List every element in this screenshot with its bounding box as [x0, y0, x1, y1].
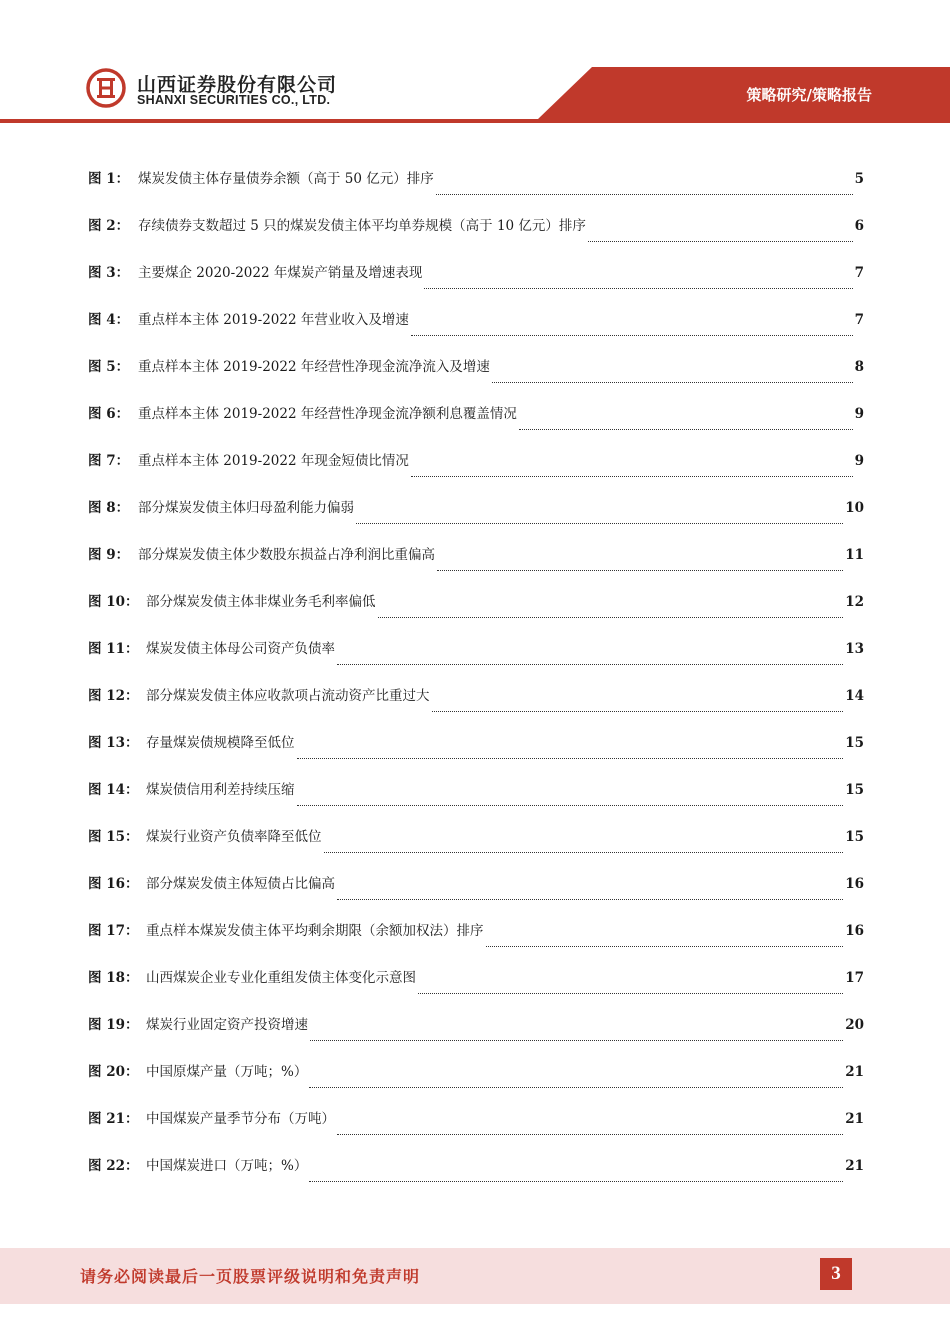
toc-leader-dots: [436, 184, 853, 195]
toc-entry[interactable]: [88, 731, 864, 778]
toc-entry-page: 21: [845, 1158, 864, 1174]
toc-entry-title: 存续债券支数超过 5 只的煤炭发债主体平均单券规模（高于 10 亿元）排序: [138, 218, 586, 234]
toc-entry-title: 部分煤炭发债主体归母盈利能力偏弱: [138, 500, 354, 516]
toc-entry-title: 中国煤炭产量季节分布（万吨）: [146, 1111, 335, 1127]
toc-entry[interactable]: [88, 1107, 864, 1154]
toc-entry[interactable]: [88, 402, 864, 449]
toc-leader-dots: [337, 889, 843, 900]
toc-leader-dots: [309, 1171, 843, 1182]
toc-entry-label: 图 10：: [88, 594, 139, 610]
toc-entry[interactable]: [88, 590, 864, 637]
toc-entry-title: 中国煤炭进口（万吨；%）: [146, 1158, 308, 1174]
toc-entry[interactable]: [88, 167, 864, 214]
toc-leader-dots: [337, 1124, 843, 1135]
toc-entry-label: 图 20：: [88, 1064, 139, 1080]
toc-entry-label: 图 17：: [88, 923, 139, 939]
toc-leader-dots: [324, 842, 844, 853]
company-name-cn: 山西证券股份有限公司: [137, 74, 338, 96]
toc-entry-title: 山西煤炭企业专业化重组发债主体变化示意图: [146, 970, 416, 986]
toc-leader-dots: [297, 795, 844, 806]
disclaimer-text: 请务必阅读最后一页股票评级说明和免责声明: [80, 1267, 421, 1286]
toc-entry[interactable]: [88, 1013, 864, 1060]
toc-entry-label: 图 13：: [88, 735, 139, 751]
toc-entry-page: 16: [845, 876, 864, 892]
toc-entry-label: 图 8：: [88, 500, 130, 516]
toc-leader-dots: [492, 372, 853, 383]
toc-entry-page: 9: [854, 453, 864, 469]
toc-entry[interactable]: [88, 496, 864, 543]
toc-entry-label: 图 1：: [88, 171, 130, 187]
header-divider: [0, 119, 950, 123]
toc-entry-page: 15: [845, 782, 864, 798]
toc-entry-title: 主要煤企 2020-2022 年煤炭产销量及增速表现: [138, 265, 423, 281]
toc-entry-label: 图 15：: [88, 829, 139, 845]
toc-entry-label: 图 22：: [88, 1158, 139, 1174]
toc-entry-title: 重点样本主体 2019-2022 年现金短债比情况: [138, 453, 409, 469]
toc-entry-page: 16: [845, 923, 864, 939]
toc-leader-dots: [310, 1030, 843, 1041]
toc-entry-title: 煤炭行业资产负债率降至低位: [146, 829, 322, 845]
toc-leader-dots: [378, 607, 844, 618]
toc-leader-dots: [309, 1077, 843, 1088]
toc-entry-page: 21: [845, 1111, 864, 1127]
toc-entry-title: 重点样本煤炭发债主体平均剩余期限（余额加权法）排序: [146, 923, 484, 939]
toc-entry[interactable]: [88, 919, 864, 966]
toc-entry-label: 图 9：: [88, 547, 130, 563]
toc-leader-dots: [588, 231, 853, 242]
company-name-en: SHANXI SECURITIES CO., LTD.: [137, 93, 331, 107]
toc-entry[interactable]: [88, 872, 864, 919]
toc-entry-label: 图 3：: [88, 265, 130, 281]
header-banner: [538, 67, 950, 119]
toc-entry-page: 7: [854, 265, 864, 281]
toc-leader-dots: [337, 654, 843, 665]
toc-leader-dots: [424, 278, 852, 289]
toc-entry[interactable]: [88, 825, 864, 872]
toc-entry[interactable]: [88, 1060, 864, 1107]
toc-entry-page: 21: [845, 1064, 864, 1080]
toc-entry-page: 17: [845, 970, 864, 986]
toc-entry-page: 7: [854, 312, 864, 328]
toc-entry-label: 图 12：: [88, 688, 139, 704]
toc-entry[interactable]: [88, 543, 864, 590]
toc-entry-title: 中国原煤产量（万吨；%）: [146, 1064, 308, 1080]
toc-leader-dots: [486, 936, 844, 947]
toc-entry-title: 煤炭发债主体存量债券余额（高于 50 亿元）排序: [138, 171, 434, 187]
toc-entry-label: 图 21：: [88, 1111, 139, 1127]
toc-entry-label: 图 19：: [88, 1017, 139, 1033]
toc-entry-page: 9: [854, 406, 864, 422]
toc-entry-page: 11: [845, 547, 864, 563]
toc-entry-label: 图 4：: [88, 312, 130, 328]
toc-entry[interactable]: [88, 637, 864, 684]
toc-entry-label: 图 7：: [88, 453, 130, 469]
toc-entry-page: 14: [845, 688, 864, 704]
toc-entry-page: 15: [845, 735, 864, 751]
toc-entry-title: 煤炭债信用利差持续压缩: [146, 782, 295, 798]
toc-entry-page: 20: [845, 1017, 864, 1033]
toc-entry-title: 重点样本主体 2019-2022 年经营性净现金流净流入及增速: [138, 359, 490, 375]
toc-entry[interactable]: [88, 778, 864, 825]
toc-leader-dots: [356, 513, 843, 524]
toc-entry[interactable]: [88, 449, 864, 496]
toc-entry-page: 5: [854, 171, 864, 187]
toc-leader-dots: [418, 983, 843, 994]
toc-entry[interactable]: [88, 308, 864, 355]
toc-entry-label: 图 18：: [88, 970, 139, 986]
toc-entry-title: 煤炭发债主体母公司资产负债率: [146, 641, 335, 657]
toc-entry-label: 图 2：: [88, 218, 130, 234]
toc-entry-label: 图 16：: [88, 876, 139, 892]
toc-entry-page: 8: [854, 359, 864, 375]
toc-leader-dots: [411, 466, 853, 477]
page-header: [0, 0, 950, 130]
report-type: 策略研究/策略报告: [746, 86, 872, 104]
company-logo-icon: [86, 68, 126, 108]
toc-entry-title: 部分煤炭发债主体应收款项占流动资产比重过大: [146, 688, 430, 704]
toc-entry-label: 图 11：: [88, 641, 139, 657]
toc-entry[interactable]: [88, 261, 864, 308]
toc-entry[interactable]: [88, 214, 864, 261]
toc-entry-label: 图 6：: [88, 406, 130, 422]
figure-index: [88, 167, 864, 1201]
page-number: 3: [820, 1258, 852, 1290]
toc-entry[interactable]: [88, 966, 864, 1013]
toc-entry-page: 12: [845, 594, 864, 610]
toc-leader-dots: [411, 325, 853, 336]
toc-leader-dots: [437, 560, 843, 571]
toc-entry[interactable]: [88, 684, 864, 731]
toc-leader-dots: [297, 748, 844, 759]
toc-entry-title: 部分煤炭发债主体少数股东损益占净利润比重偏高: [138, 547, 435, 563]
toc-entry-title: 部分煤炭发债主体非煤业务毛利率偏低: [146, 594, 376, 610]
toc-entry-page: 6: [854, 218, 864, 234]
toc-leader-dots: [432, 701, 844, 712]
toc-entry-page: 15: [845, 829, 864, 845]
toc-entry-title: 重点样本主体 2019-2022 年经营性净现金流净额利息覆盖情况: [138, 406, 517, 422]
toc-entry-label: 图 5：: [88, 359, 130, 375]
toc-entry-title: 存量煤炭债规模降至低位: [146, 735, 295, 751]
toc-entry[interactable]: [88, 355, 864, 402]
toc-entry[interactable]: [88, 1154, 864, 1201]
toc-entry-title: 重点样本主体 2019-2022 年营业收入及增速: [138, 312, 409, 328]
toc-entry-page: 13: [845, 641, 864, 657]
toc-entry-title: 煤炭行业固定资产投资增速: [146, 1017, 308, 1033]
toc-leader-dots: [519, 419, 853, 430]
toc-entry-title: 部分煤炭发债主体短债占比偏高: [146, 876, 335, 892]
toc-entry-label: 图 14：: [88, 782, 139, 798]
toc-entry-page: 10: [845, 500, 864, 516]
